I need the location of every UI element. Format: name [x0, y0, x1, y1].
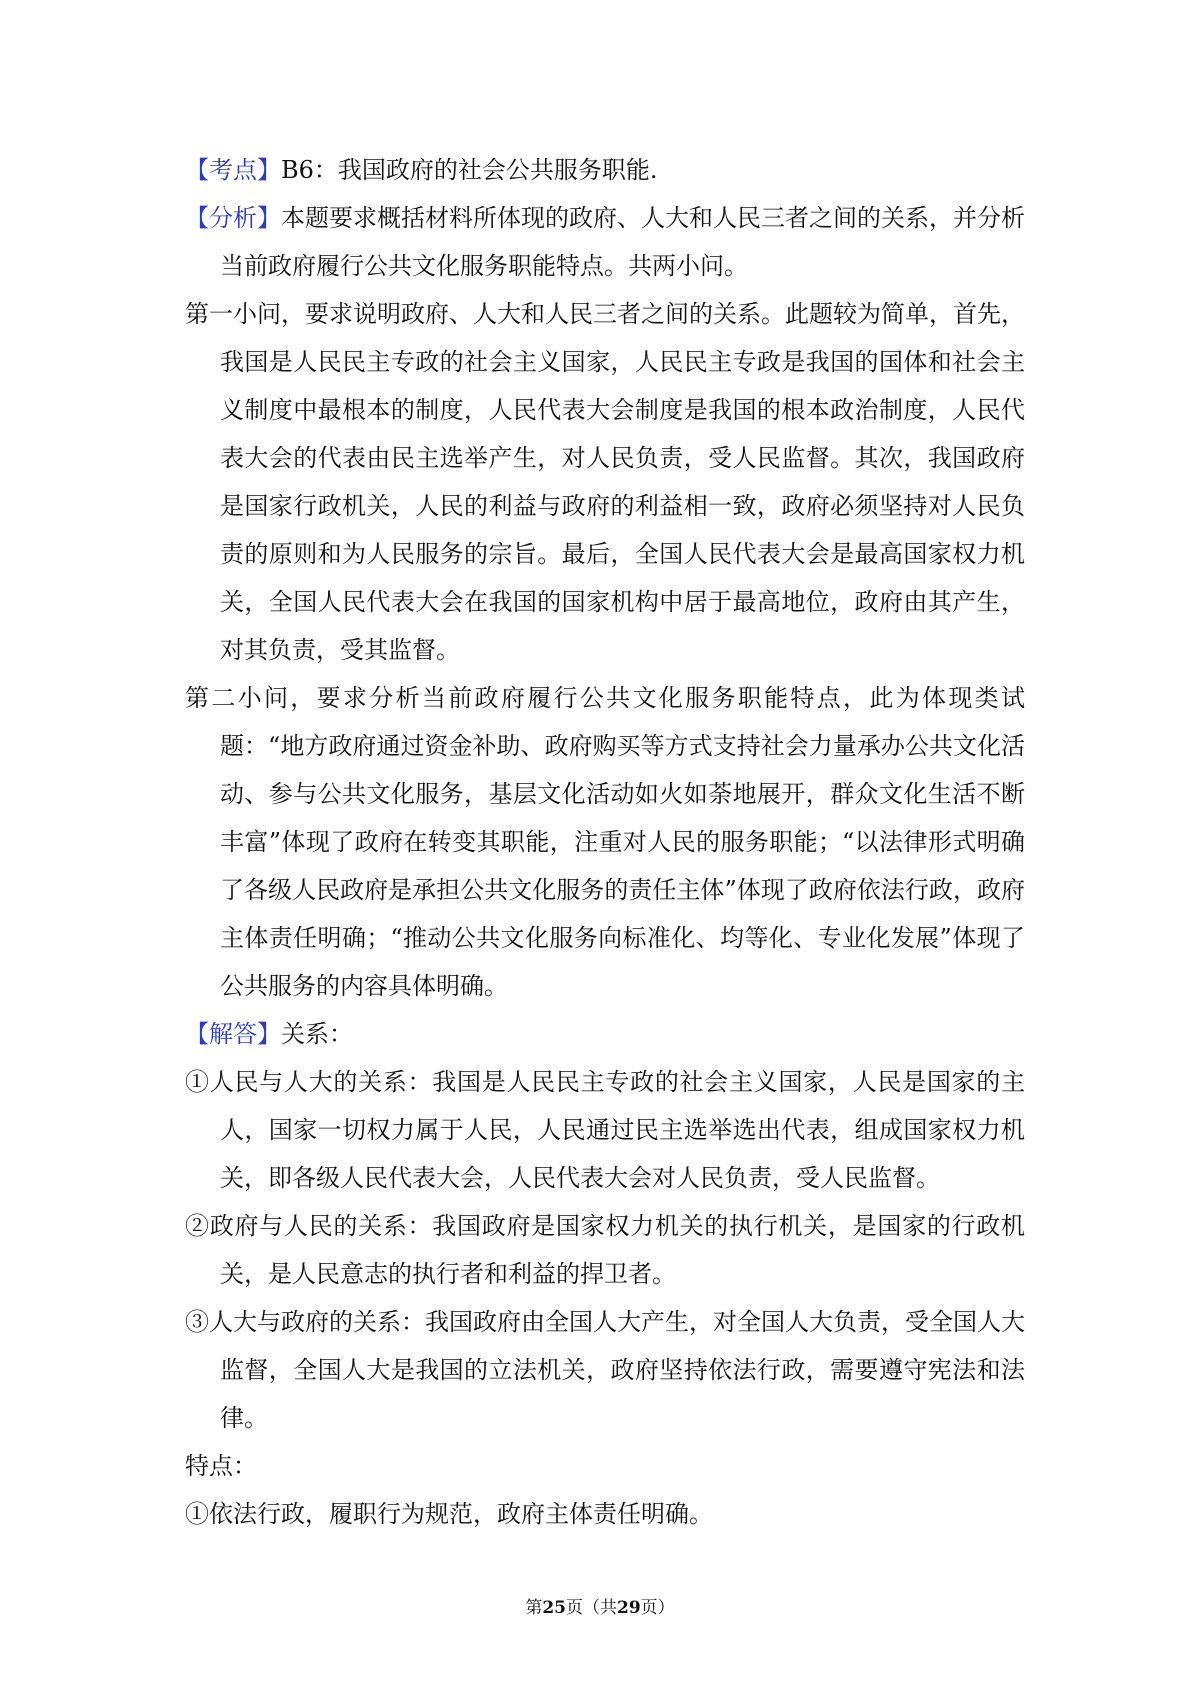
kaodian-paragraph — [185, 146, 1025, 194]
fenxi-text: 本题要求概括材料所体现的政府、人大和人民三者之间的关系，并分析当前政府履行公共文化服务职能特点。共两小问。 — [220, 204, 1025, 280]
jieda-paragraph — [185, 1010, 1025, 1058]
fenxi-tag: 【分析】 — [185, 204, 281, 232]
jieda-tag: 【解答】 — [185, 1020, 281, 1048]
tedian-label: 特点： — [185, 1452, 257, 1480]
kaodian-tag: 【考点】 — [185, 156, 281, 184]
footer-prefix: 第 — [525, 1598, 543, 1618]
footer-page-number: 25 — [542, 1598, 566, 1618]
footer-middle: 页（共 — [566, 1598, 617, 1618]
first-question-paragraph: 第一小问，要求说明政府、人大和人民三者之间的关系。此题较为简单，首先，我国是人民民主专政的社会主义国家，人民民主专政是我国的国体和社会主义制度中最根本的制度，人民代表大会制度是我国的根本政治制度，人民代表大会的代表由民主选举产生，对人民负责，受人民监督。其次，我国政府是国家行政机关，人民的利益与政府的利益相一致，政府必须坚持对人民负责的原则和为人民服务的宗旨。最后，全国人民代表大会是最高国家权力机关，全国人民代表大会在我国的国家机构中居于最高地位，政府由其产生，对其负责，受其监督。 — [185, 300, 1025, 664]
fenxi-paragraph — [185, 194, 1025, 290]
page-footer — [0, 1596, 1200, 1620]
second-question-paragraph: 第二小问，要求分析当前政府履行公共文化服务职能特点，此为体现类试题：“地方政府通过资金补助、政府购买等方式支持社会力量承办公共文化活动、参与公共文化服务，基层文化活动如火如荼地展开，群众文化生活不断丰富”体现了政府在转变其职能，注重对人民的服务职能；“以法律形式明确了各级人民政府是承担公共文化服务的责任主体”体现了政府依法行政，政府主体责任明确；“推动公共文化服务向标准化、均等化、专业化发展”体现了公共服务的内容具体明确。 — [185, 684, 1025, 1000]
relation-item-3: ③人大与政府的关系：我国政府由全国人大产生，对全国人大负责，受全国人大监督，全国人大是我国的立法机关，政府坚持依法行政，需要遵守宪法和法律。 — [185, 1308, 1025, 1432]
relation-item-1: ①人民与人大的关系：我国是人民民主专政的社会主义国家，人民是国家的主人，国家一切权力属于人民，人民通过民主选举选出代表，组成国家权力机关，即各级人民代表大会，人民代表大会对人民负责，受人民监督。 — [185, 1068, 1025, 1192]
relation-item-2: ②政府与人民的关系：我国政府是国家权力机关的执行机关，是国家的行政机关，是人民意志的执行者和利益的捍卫者。 — [185, 1212, 1025, 1288]
kaodian-text: B6：我国政府的社会公共服务职能. — [281, 156, 658, 184]
jieda-text: 关系： — [281, 1020, 353, 1048]
footer-total-pages: 29 — [617, 1598, 641, 1618]
feature-item-1: ①依法行政，履职行为规范，政府主体责任明确。 — [185, 1500, 713, 1528]
footer-suffix: 页） — [640, 1598, 675, 1618]
document-body — [185, 146, 1025, 1538]
